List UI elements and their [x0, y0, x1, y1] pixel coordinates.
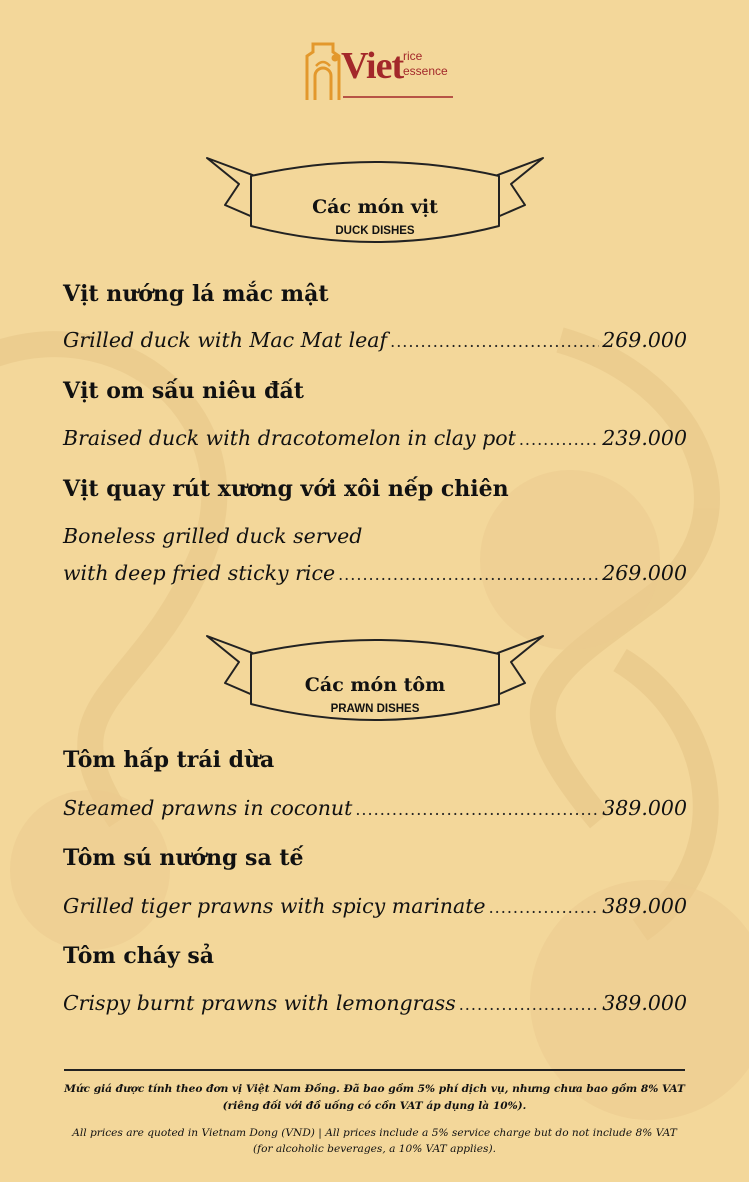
brand-word-rice: rice — [403, 49, 423, 63]
brand-word-essence: essence — [403, 64, 448, 78]
dish-name-en: Grilled tiger prawns with spicy marinate — [63, 894, 486, 918]
dish-name-vi: Vịt om sấu niêu đất — [63, 378, 304, 404]
dish-name-vi: Vịt quay rút xương với xôi nếp chiên — [63, 476, 509, 502]
dot-leader — [390, 332, 599, 351]
dish-name-vi: Tôm hấp trái dừa — [63, 747, 275, 773]
footer-note-en-line2: (for alcoholic beverages, a 10% VAT applies). — [253, 1143, 496, 1155]
footer-note-vi-line2: (riêng đối với đồ uống có cồn VAT áp dụng là 10%). — [222, 1100, 527, 1112]
dish-name-en: with deep fried sticky rice — [63, 561, 336, 585]
dot-leader — [459, 995, 600, 1014]
dish-name-vi: Vịt nướng lá mắc mật — [63, 281, 329, 307]
dish-line — [63, 426, 687, 450]
dot-leader — [338, 565, 599, 584]
dish-line — [63, 328, 687, 352]
brand-underline — [343, 93, 453, 101]
dot-leader — [355, 800, 599, 819]
dish-line — [63, 796, 687, 820]
dish-name-vi: Tôm sú nướng sa tế — [63, 845, 304, 871]
section-banner-duck — [205, 150, 545, 250]
footer-note-en — [40, 1125, 709, 1157]
section-banner-prawn — [205, 628, 545, 728]
dish-name-en: Braised duck with dracotomelon in clay pot — [63, 426, 516, 450]
section-title-en: DUCK DISHES — [335, 225, 415, 237]
brand-logo — [303, 38, 453, 102]
footer-divider — [64, 1069, 685, 1071]
dish-price: 269.000 — [602, 328, 687, 352]
dish-name-en: Crispy burnt prawns with lemongrass — [63, 991, 456, 1015]
dish-line — [63, 894, 687, 918]
dish-name-vi: Tôm cháy sả — [63, 943, 215, 969]
dish-line — [63, 991, 687, 1015]
dish-name-en: Grilled duck with Mac Mat leaf — [63, 328, 388, 352]
dish-line — [63, 561, 687, 585]
dish-price: 389.000 — [602, 894, 687, 918]
dish-name-en-line1: Boneless grilled duck served — [63, 524, 363, 548]
footer-note-vi-line1: Mức giá được tính theo đơn vị Việt Nam Đồng. Đã bao gồm 5% phí dịch vụ, nhưng chưa bao gồm 8% VAT — [64, 1083, 685, 1095]
brand-name: Viet — [341, 45, 404, 87]
house-arch-logo-icon — [303, 38, 343, 102]
footer-note-vi — [40, 1081, 709, 1115]
section-title-vi: Các món vịt — [312, 196, 438, 218]
footer-note-en-line1: All prices are quoted in Vietnam Dong (VND) | All prices include a 5% service charge but do not include 8% VAT — [72, 1127, 677, 1139]
dish-name-en: Steamed prawns in coconut — [63, 796, 353, 820]
dish-price: 389.000 — [602, 796, 687, 820]
section-title-en: PRAWN DISHES — [330, 703, 420, 715]
dish-price: 239.000 — [602, 426, 687, 450]
dot-leader — [519, 430, 599, 449]
section-title-vi: Các món tôm — [304, 674, 446, 696]
dish-price: 269.000 — [602, 561, 687, 585]
dish-price: 389.000 — [602, 991, 687, 1015]
dot-leader — [489, 898, 600, 917]
